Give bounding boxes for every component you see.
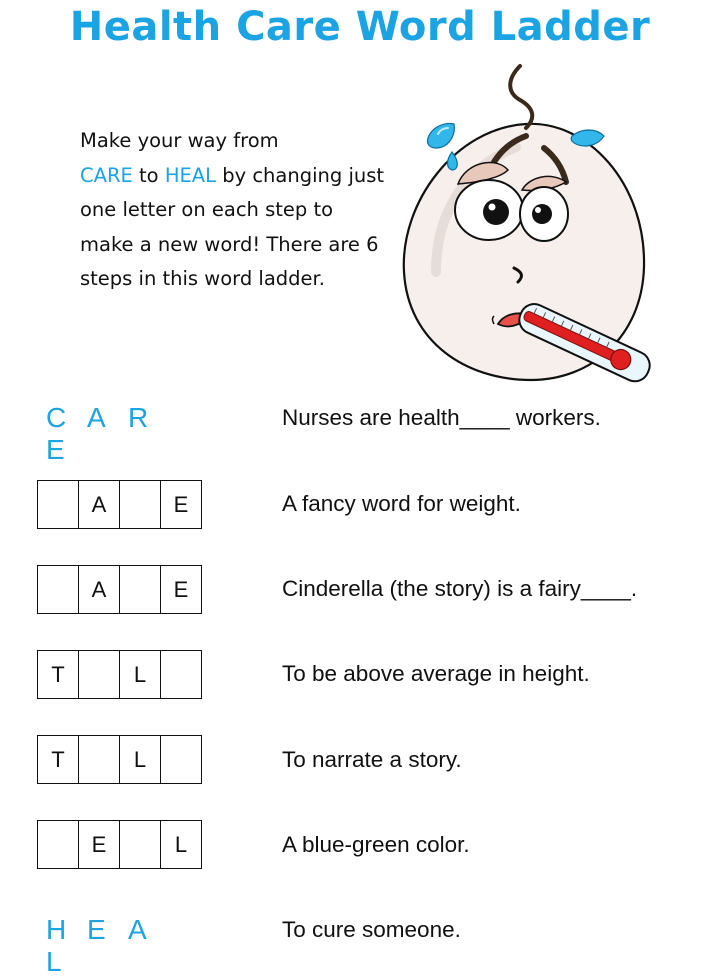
letter-box[interactable]: L — [120, 651, 161, 698]
ladder-letter: R — [128, 402, 157, 433]
ladder-step-4 — [37, 735, 202, 784]
page-title: Health Care Word Ladder — [69, 4, 651, 50]
end-word: HEAL — [164, 163, 216, 187]
ladder-step-2 — [37, 565, 202, 614]
clue-step-3: To be above average in height. — [282, 661, 590, 686]
letter-box[interactable]: A — [79, 481, 120, 528]
ladder-letter: E — [87, 914, 114, 945]
ladder-letter: A — [128, 914, 155, 945]
ladder-letter: A — [87, 402, 114, 433]
instructions-text-end: by changing just one letter on each step to make a new word! There are 6 steps in this word ladder. — [80, 163, 385, 290]
letter-box[interactable] — [120, 566, 161, 613]
clue-step-4: To narrate a story. — [282, 747, 462, 772]
letter-box[interactable]: E — [79, 821, 120, 868]
letter-box[interactable]: T — [38, 736, 79, 783]
letter-box[interactable] — [161, 651, 201, 698]
ladder-step-3 — [37, 650, 202, 699]
ladder-letter: L — [46, 946, 70, 977]
ladder-end-word — [46, 914, 206, 978]
clue-step-1: A fancy word for weight. — [282, 491, 521, 516]
letter-box[interactable] — [120, 481, 161, 528]
ladder-letter: C — [46, 402, 75, 433]
letter-box[interactable] — [79, 736, 120, 783]
ladder-step-1 — [37, 480, 202, 529]
clue-start: Nurses are health____ workers. — [282, 405, 601, 430]
ladder-letter: E — [46, 434, 73, 465]
clue-step-2: Cinderella (the story) is a fairy____. — [282, 576, 638, 601]
letter-box[interactable] — [79, 651, 120, 698]
ladder-step-5 — [37, 820, 202, 869]
letter-box[interactable]: E — [173, 576, 189, 602]
letter-box[interactable] — [38, 821, 79, 868]
clue-end: To cure someone. — [282, 917, 461, 942]
letter-box[interactable]: T — [38, 651, 79, 698]
letter-box[interactable]: L — [120, 736, 161, 783]
clue-step-5: A blue-green color. — [282, 832, 470, 857]
letter-box[interactable] — [38, 566, 79, 613]
ladder-start-word — [46, 402, 206, 466]
instructions-text-start: Make your way from — [80, 129, 279, 152]
ladder-letter: H — [46, 914, 75, 945]
letter-box[interactable]: L — [174, 831, 188, 857]
letter-box[interactable] — [161, 736, 201, 783]
letter-box[interactable]: E — [173, 491, 189, 517]
letter-box[interactable] — [120, 821, 161, 868]
instructions-connector: to — [139, 163, 159, 187]
letter-box[interactable] — [38, 481, 79, 528]
instructions — [80, 124, 390, 297]
letter-box[interactable]: A — [79, 566, 120, 613]
sick-face-with-thermometer-icon — [396, 62, 658, 388]
start-word: CARE — [80, 163, 133, 187]
